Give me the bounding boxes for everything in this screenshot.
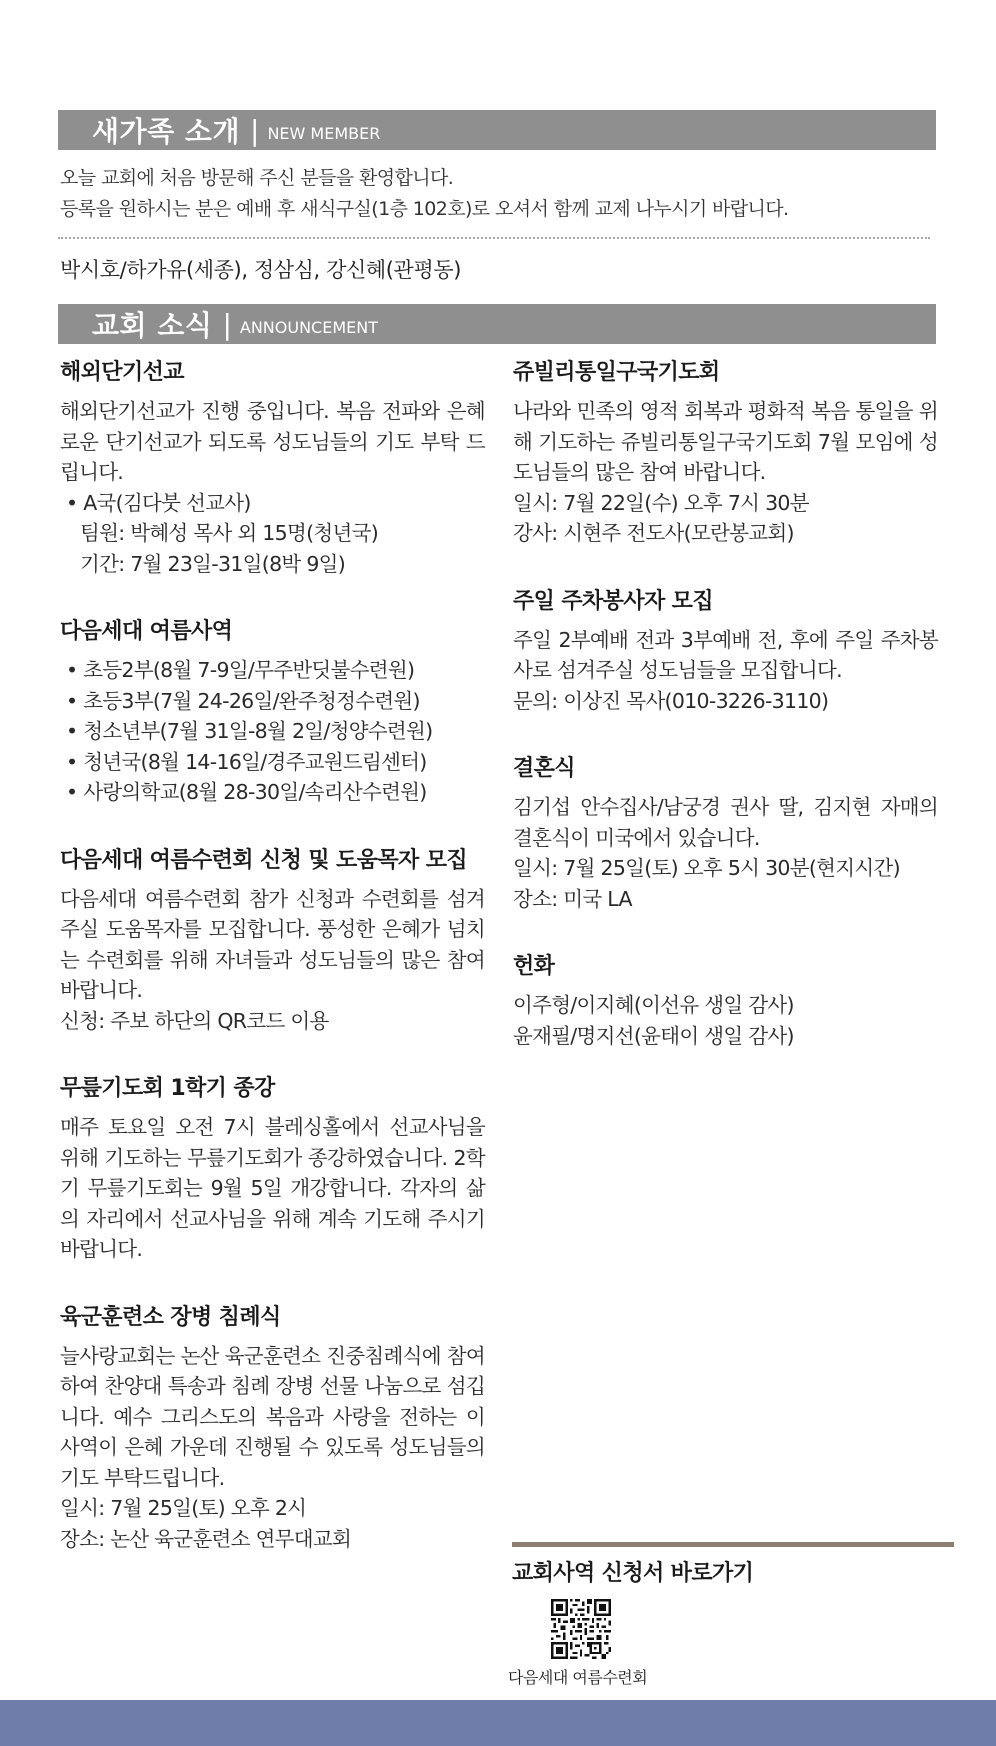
news-item-detail: 팀원: 박혜성 목사 외 15명(청년국) [80, 521, 378, 545]
news-item-detail: 일시: 7월 25일(토) 오후 2시 [60, 1496, 307, 1520]
news-item-title: 헌화 [513, 954, 555, 979]
news-item-title: 쥬빌리통일구국기도회 [513, 360, 720, 385]
new-member-header [58, 110, 936, 150]
news-item-title: 다음세대 여름사역 [60, 619, 233, 644]
footer-band [0, 1700, 996, 1746]
news-item-parking-volunteers [513, 585, 938, 717]
new-member-intro [60, 163, 789, 225]
news-item-detail: 강사: 시현주 전도사(모란봉교회) [513, 521, 794, 545]
news-item-bullet: • 청소년부(7월 31일-8월 2일/청양수련원) [60, 716, 485, 747]
news-item-overseas-mission [60, 356, 485, 579]
news-item-knee-prayer [60, 1072, 485, 1265]
news-item-body: 다음세대 여름수련회 참가 신청과 수련회를 섬겨주실 도움목자를 모집합니다. 풍성한 은혜가 넘치는 수련회를 위해 자녀들과 성도님들의 많은 참여 바랍니다. [60, 886, 485, 1002]
news-item-body: 나라와 민족의 영적 회복과 평화적 복음 통일을 위해 기도하는 쥬빌리통일구국기도회 7월 모임에 성도님들의 많은 참여 바랍니다. [513, 399, 938, 484]
news-item-detail: 이주형/이지혜(이선유 생일 감사) [513, 993, 794, 1017]
new-member-subtitle: NEW MEMBER [267, 123, 381, 143]
news-item-wedding [513, 752, 938, 914]
news-item-title: 해외단기선교 [60, 360, 184, 385]
news-item-unification-prayer [513, 356, 938, 549]
news-item-body: 매주 토요일 오전 7시 블레싱홀에서 선교사님을 위해 기도하는 무릎기도회가 종강하였습니다. 2학기 무릎기도회는 9월 5일 개강합니다. 각자의 삶의 자리에서 선교사님을 위해 계속 기도해 주시기 바랍니다. [60, 1115, 485, 1261]
news-item-body: 늘사랑교회는 논산 육군훈련소 진중침례식에 참여하여 찬양대 특송과 침례 장병 선물 나눔으로 섬깁니다. 예수 그리스도의 복음과 사랑을 전하는 이 사역이 은혜 가운데 진행될 수 있도록 성도님들의 기도 부탁드립니다. [60, 1343, 485, 1490]
news-item-title: 다음세대 여름수련회 신청 및 도움목자 모집 [60, 847, 468, 873]
dotted-divider [58, 237, 930, 239]
news-item-bullet: • 초등3부(7월 24-26일/완주청정수련원) [60, 686, 485, 717]
left-column [60, 356, 485, 1590]
qr-caption: 다음세대 여름수련회 [508, 1668, 648, 1687]
news-item-title: 무릎기도회 1학기 종강 [60, 1076, 275, 1101]
news-item-detail: 신청: 주보 하단의 QR코드 이용 [60, 1008, 329, 1033]
announcement-subtitle: ANNOUNCEMENT [239, 317, 378, 337]
intro-line: 오늘 교회에 처음 방문해 주신 분들을 환영합니다. [60, 167, 454, 189]
right-column [513, 356, 938, 1087]
news-item-detail: 일시: 7월 25일(토) 오후 5시 30분(현지시간) [513, 856, 900, 880]
news-item-bullet: • 사랑의학교(8월 28-30일/속리산수련원) [60, 777, 485, 808]
new-member-names: 박시호/하가유(세종), 정삼심, 강신혜(관평동) [60, 258, 462, 282]
qr-code-icon[interactable] [551, 1599, 611, 1659]
qr-divider [512, 1542, 954, 1547]
news-item-body: 주일 2부예배 전과 3부예배 전, 후에 주일 주차봉사로 섬겨주실 성도님들을 모집합니다. [513, 627, 938, 682]
news-item-bullet: • 청년국(8월 14-16일/경주교원드림센터) [60, 747, 485, 778]
news-item-detail: 기간: 7월 23일-31일(8박 9일) [80, 551, 346, 576]
news-item-bullet: • 초등2부(8월 7-9일/무주반딧불수련원) [60, 655, 485, 686]
news-item-baptism [60, 1301, 485, 1555]
news-item-detail: 윤재필/명지선(윤태이 생일 감사) [513, 1023, 794, 1048]
header-separator: | [222, 307, 232, 341]
news-item-flowers [513, 950, 938, 1051]
news-item-title: 주일 주차봉사자 모집 [513, 588, 713, 614]
news-item-detail: 장소: 미국 LA [513, 886, 632, 911]
news-item-title: 육군훈련소 장병 침례식 [60, 1304, 281, 1330]
announcement-header [58, 304, 936, 344]
qr-section-title: 교회사역 신청서 바로가기 [512, 1561, 754, 1586]
news-item-retreat-signup [60, 844, 485, 1037]
header-separator: | [250, 113, 260, 147]
news-item-bullet: • A국(김다붓 선교사) [60, 488, 485, 519]
news-item-title: 결혼식 [513, 756, 575, 781]
news-item-detail: 문의: 이상진 목사(010-3226-3110) [513, 688, 829, 713]
new-member-title: 새가족 소개 [92, 115, 240, 148]
news-item-detail: 장소: 논산 육군훈련소 연무대교회 [60, 1526, 352, 1551]
intro-line: 등록을 원하시는 분은 예배 후 새식구실(1층 102호)로 오셔서 함께 교제 나누시기 바랍니다. [60, 198, 789, 220]
news-item-summer-ministry [60, 615, 485, 808]
news-item-body: 해외단기선교가 진행 중입니다. 복음 전파와 은혜로운 단기선교가 되도록 성도님들의 기도 부탁 드립니다. [60, 399, 485, 484]
news-item-detail: 일시: 7월 22일(수) 오후 7시 30분 [513, 490, 809, 515]
announcement-title: 교회 소식 [92, 309, 213, 342]
news-item-body: 김기섭 안수집사/남궁경 권사 딸, 김지현 자매의 결혼식이 미국에서 있습니다. [513, 795, 938, 850]
